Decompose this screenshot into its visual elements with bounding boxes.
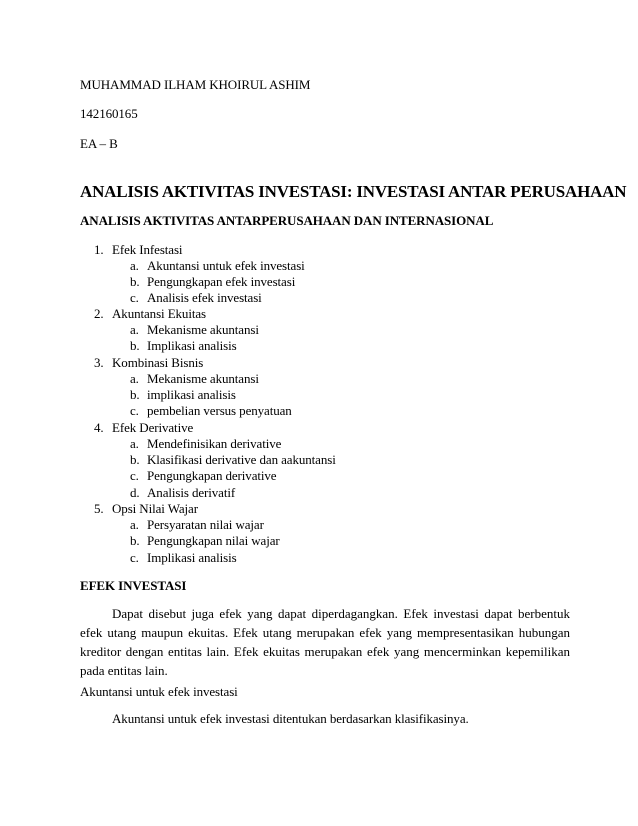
subsection-paragraph: Akuntansi untuk efek investasi ditentukan berdasarkan klasifikasinya. bbox=[112, 711, 469, 726]
outline-subitem: c. pembelian versus penyatuan bbox=[130, 403, 292, 418]
student-id: 142160165 bbox=[80, 106, 138, 121]
document-subtitle: ANALISIS AKTIVITAS ANTARPERUSAHAAN DAN INTERNASIONAL bbox=[80, 213, 494, 228]
outline-subitem: a. Mekanisme akuntansi bbox=[130, 371, 259, 386]
outline-subitem: b. Implikasi analisis bbox=[130, 338, 237, 353]
outline-item: 1. Efek Infestasi bbox=[94, 242, 183, 257]
outline-item: 3. Kombinasi Bisnis bbox=[94, 355, 204, 370]
outline-subitem: c. Implikasi analisis bbox=[130, 550, 237, 565]
outline-subitem: a. Mendefinisikan derivative bbox=[130, 436, 282, 451]
outline-item: 5. Opsi Nilai Wajar bbox=[94, 501, 198, 516]
section-heading: EFEK INVESTASI bbox=[80, 578, 187, 593]
document-title: ANALISIS AKTIVITAS INVESTASI: INVESTASI ANTAR PERUSAHAAN bbox=[80, 182, 627, 201]
author-name: MUHAMMAD ILHAM KHOIRUL ASHIM bbox=[80, 77, 311, 92]
outline-subitem: b. Klasifikasi derivative dan aakuntansi bbox=[130, 452, 336, 467]
outline-subitem: d. Analisis derivatif bbox=[130, 485, 236, 500]
outline-subitem: a. Mekanisme akuntansi bbox=[130, 322, 259, 337]
outline-subitem: b. implikasi analisis bbox=[130, 387, 236, 402]
subsection-heading: Akuntansi untuk efek investasi bbox=[80, 684, 238, 699]
section-paragraph: Dapat disebut juga efek yang dapat diperdagangkan. Efek investasi dapat berbentuk efek utang maupun ekuitas. Efek utang merupakan efek yang mempresentasikan hubungan kreditor dengan entitas lain. Efek ekuitas merupakan efek yang mencerminkan kepemilikan pada entitas lain. bbox=[80, 606, 570, 678]
outline-subitem: a. Akuntansi untuk efek investasi bbox=[130, 258, 305, 273]
outline-item: 2. Akuntansi Ekuitas bbox=[94, 306, 206, 321]
outline-subitem: b. Pengungkapan nilai wajar bbox=[130, 533, 280, 548]
outline-item: 4. Efek Derivative bbox=[94, 420, 194, 435]
outline-subitem: a. Persyaratan nilai wajar bbox=[130, 517, 264, 532]
outline-subitem: c. Analisis efek investasi bbox=[130, 290, 262, 305]
outline-subitem: c. Pengungkapan derivative bbox=[130, 468, 277, 483]
class-label: EA – B bbox=[80, 136, 118, 151]
outline-subitem: b. Pengungkapan efek investasi bbox=[130, 274, 296, 289]
